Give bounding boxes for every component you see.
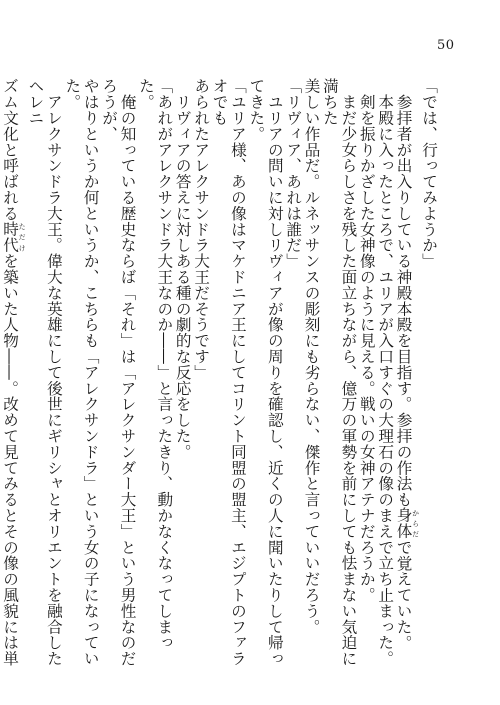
text-line-5: まだ少女らしさを残した面立ちながら、億万の軍勢を前にしても怯まない気迫に満ちた	[320, 78, 358, 667]
text-line-15: アレクサンドラ大王。偉大な英雄にして後世にギリシャとオリエントを融合したヘレニ	[26, 78, 63, 667]
text-line-11: リヴィアの答えに対しある種の劇的な反応をした。	[173, 78, 192, 460]
ruby-karada: 身体 からだ	[394, 507, 420, 540]
text-line-1: 「では、行ってみようか」	[420, 78, 438, 269]
text-line-9: 「ユリア様、あの像はマケドニア王にしてコリント同盟の盟主、エジプトのファラオでも	[210, 78, 247, 667]
text-line-12: 「あれがアレクサンドラ大王なのか――」と言ったきり、動かなくなってしまった。	[136, 78, 174, 651]
text-line-7: 「リヴィア、あれは誰だ」	[284, 78, 303, 269]
ruby-dake: 時代 ただけ	[1, 221, 27, 253]
body-text	[1, 78, 438, 678]
text-line-3: 本殿に入ったところで、ユリアが入口すぐの大理石の像のまえで立ち止まった。	[376, 78, 395, 667]
text-line-14: やはりというか何というか、こちらも「アレクサンドラ」という女の子になっていた。	[63, 78, 100, 667]
text-line-10: あられたアレクサンドラ大王だそうです」	[192, 78, 211, 381]
text-line-13: 俺の知っている歴史ならば「それ」は「アレクサンダー大王」という男性なのだろうが、	[100, 78, 137, 667]
page-number: 50	[437, 38, 455, 53]
text-line-16: ズム文化と呼ばれる時代 ただけを築いた人物――。改めて見てみるとその像の風貌には単	[1, 78, 27, 667]
text-line-2: 参拝者が出入りしている神殿本殿を目指す。参拝の作法も身体 からだで覚えていた。	[394, 78, 420, 651]
text-line-4: 剣を振りかざした女神像のように見える。戦いの女神アテナだろうか。	[357, 78, 376, 603]
text-line-6: 美しい作品だ。ルネッサンスの彫刻にも劣らない、傑作と言っていいだろう。	[302, 78, 321, 635]
text-line-8: ユリアの問いに対しリヴィアが像の周りを確認し、近くの人に聞いたりして帰ってきた。	[247, 78, 284, 667]
